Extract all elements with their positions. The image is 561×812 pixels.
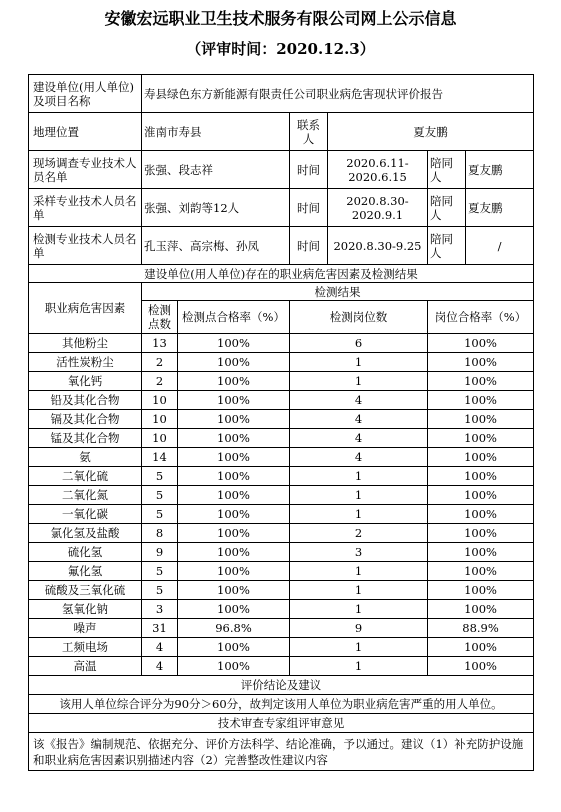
posts-cell: 1 — [290, 372, 428, 391]
point-rate-cell: 100% — [178, 505, 290, 524]
post-rate-cell: 100% — [428, 353, 534, 372]
posts-cell: 1 — [290, 353, 428, 372]
point-rate-cell: 100% — [178, 372, 290, 391]
point-rate-cell: 100% — [178, 543, 290, 562]
points-cell: 5 — [142, 505, 178, 524]
factor-cell: 其他粉尘 — [29, 334, 142, 353]
points-cell: 10 — [142, 391, 178, 410]
project-label: 建设单位(用人单位)及项目名称 — [29, 75, 142, 113]
point-rate-cell: 100% — [178, 448, 290, 467]
posts-cell: 4 — [290, 448, 428, 467]
post-rate-cell: 100% — [428, 467, 534, 486]
table-row — [29, 372, 534, 391]
table-row — [29, 619, 534, 638]
survey-accomp-value: 夏友鹏 — [466, 151, 534, 189]
project-value: 寿县绿色东方新能源有限责任公司职业病危害现状评价报告 — [142, 75, 534, 113]
point-rate-cell: 100% — [178, 657, 290, 676]
points-cell: 13 — [142, 334, 178, 353]
posts-cell: 1 — [290, 467, 428, 486]
sampling-accomp-value: 夏友鹏 — [466, 189, 534, 227]
post-rate-cell: 100% — [428, 429, 534, 448]
factor-cell: 铅及其化合物 — [29, 391, 142, 410]
survey-label: 现场调查专业技术人员名单 — [29, 151, 142, 189]
sampling-time-label: 时间 — [290, 189, 328, 227]
posts-cell: 1 — [290, 657, 428, 676]
table-row — [29, 524, 534, 543]
point-rate-cell: 100% — [178, 391, 290, 410]
factor-cell: 工频电场 — [29, 638, 142, 657]
location-label: 地理位置 — [29, 113, 142, 151]
posts-cell: 2 — [290, 524, 428, 543]
points-cell: 8 — [142, 524, 178, 543]
point-rate-cell: 100% — [178, 486, 290, 505]
points-cell: 5 — [142, 562, 178, 581]
posts-cell: 1 — [290, 581, 428, 600]
factor-cell: 氨 — [29, 448, 142, 467]
table-row — [29, 334, 534, 353]
points-cell: 4 — [142, 638, 178, 657]
post-rate-cell: 100% — [428, 334, 534, 353]
table-row — [29, 467, 534, 486]
post-rate-cell: 100% — [428, 581, 534, 600]
post-rate-cell: 100% — [428, 486, 534, 505]
survey-value: 张强、段志祥 — [142, 151, 290, 189]
points-cell: 2 — [142, 372, 178, 391]
post-rate-cell: 100% — [428, 505, 534, 524]
col-posts-header: 检测岗位数 — [290, 301, 428, 334]
points-cell: 10 — [142, 410, 178, 429]
points-cell: 9 — [142, 543, 178, 562]
point-rate-cell: 100% — [178, 467, 290, 486]
factor-cell: 硫化氢 — [29, 543, 142, 562]
points-cell: 31 — [142, 619, 178, 638]
table-row — [29, 410, 534, 429]
posts-cell: 1 — [290, 638, 428, 657]
sampling-accomp-label: 陪同人 — [428, 189, 466, 227]
factor-cell: 镉及其化合物 — [29, 410, 142, 429]
point-rate-cell: 100% — [178, 581, 290, 600]
table-row — [29, 391, 534, 410]
post-rate-cell: 88.9% — [428, 619, 534, 638]
table-row — [29, 562, 534, 581]
factor-cell: 氯化氢及盐酸 — [29, 524, 142, 543]
table-row — [29, 486, 534, 505]
col-points-header: 检测点数 — [142, 301, 178, 334]
table-row — [29, 581, 534, 600]
post-rate-cell: 100% — [428, 600, 534, 619]
point-rate-cell: 100% — [178, 600, 290, 619]
testing-accomp-value: / — [466, 227, 534, 265]
testing-time-label: 时间 — [290, 227, 328, 265]
col-point-rate-header: 检测点合格率（%） — [178, 301, 290, 334]
post-rate-cell: 100% — [428, 391, 534, 410]
sampling-value: 张强、刘韵等12人 — [142, 189, 290, 227]
results-header: 检测结果 — [142, 283, 534, 301]
point-rate-cell: 100% — [178, 524, 290, 543]
table-row — [29, 505, 534, 524]
point-rate-cell: 100% — [178, 410, 290, 429]
contact-label: 联系人 — [290, 113, 328, 151]
factor-header: 职业病危害因素 — [29, 283, 142, 334]
col-post-rate-header: 岗位合格率（%） — [428, 301, 534, 334]
testing-time-value: 2020.8.30-9.25 — [328, 227, 428, 265]
table-row — [29, 638, 534, 657]
post-rate-cell: 100% — [428, 657, 534, 676]
point-rate-cell: 100% — [178, 638, 290, 657]
post-rate-cell: 100% — [428, 638, 534, 657]
factor-cell: 硫酸及三氧化硫 — [29, 581, 142, 600]
testing-accomp-label: 陪同人 — [428, 227, 466, 265]
factor-cell: 二氧化硫 — [29, 467, 142, 486]
points-cell: 4 — [142, 657, 178, 676]
factor-cell: 活性炭粉尘 — [29, 353, 142, 372]
factor-cell: 氧化钙 — [29, 372, 142, 391]
conclusion-text: 该用人单位综合评分为90分＞60分，故判定该用人单位为职业病危害严重的用人单位。 — [29, 695, 534, 714]
page-title: 安徽宏远职业卫生技术服务有限公司网上公示信息 — [104, 9, 457, 28]
point-rate-cell: 100% — [178, 334, 290, 353]
point-rate-cell: 96.8% — [178, 619, 290, 638]
testing-label: 检测专业技术人员名单 — [29, 227, 142, 265]
post-rate-cell: 100% — [428, 410, 534, 429]
factor-cell: 噪声 — [29, 619, 142, 638]
review-text: 该《报告》编制规范、依据充分、评价方法科学、结论准确，予以通过。建议（1）补充防护设施和职业病危害因素识别描述内容（2）完善整改性建议内容 — [29, 733, 534, 771]
review-date: （评审时间：2020.12.3） — [186, 40, 375, 58]
points-cell: 3 — [142, 600, 178, 619]
point-rate-cell: 100% — [178, 562, 290, 581]
post-rate-cell: 100% — [428, 543, 534, 562]
sampling-label: 采样专业技术人员名单 — [29, 189, 142, 227]
location-value: 淮南市寿县 — [142, 113, 290, 151]
points-cell: 2 — [142, 353, 178, 372]
table-row — [29, 600, 534, 619]
survey-time-label: 时间 — [290, 151, 328, 189]
point-rate-cell: 100% — [178, 429, 290, 448]
post-rate-cell: 100% — [428, 448, 534, 467]
contact-value: 夏友鹏 — [328, 113, 534, 151]
factor-cell: 氢氧化钠 — [29, 600, 142, 619]
table-row — [29, 657, 534, 676]
factor-cell: 一氧化碳 — [29, 505, 142, 524]
post-rate-cell: 100% — [428, 524, 534, 543]
post-rate-cell: 100% — [428, 372, 534, 391]
points-cell: 5 — [142, 486, 178, 505]
table-row — [29, 353, 534, 372]
survey-time-value: 2020.6.11-2020.6.15 — [328, 151, 428, 189]
table-row — [29, 429, 534, 448]
factor-cell: 二氧化氮 — [29, 486, 142, 505]
posts-cell: 4 — [290, 429, 428, 448]
posts-cell: 9 — [290, 619, 428, 638]
results-rows — [29, 334, 534, 676]
survey-accomp-label: 陪同人 — [428, 151, 466, 189]
point-rate-cell: 100% — [178, 353, 290, 372]
table-row — [29, 448, 534, 467]
posts-cell: 4 — [290, 391, 428, 410]
sampling-time-value: 2020.8.30-2020.9.1 — [328, 189, 428, 227]
points-cell: 10 — [142, 429, 178, 448]
conclusion-heading: 评价结论及建议 — [29, 676, 534, 695]
posts-cell: 6 — [290, 334, 428, 353]
points-cell: 5 — [142, 467, 178, 486]
results-heading: 建设单位(用人单位)存在的职业病危害因素及检测结果 — [29, 265, 534, 283]
disclosure-table — [28, 74, 534, 771]
factor-cell: 氟化氢 — [29, 562, 142, 581]
factor-cell: 锰及其化合物 — [29, 429, 142, 448]
table-row — [29, 543, 534, 562]
post-rate-cell: 100% — [428, 562, 534, 581]
posts-cell: 1 — [290, 486, 428, 505]
posts-cell: 3 — [290, 543, 428, 562]
posts-cell: 1 — [290, 505, 428, 524]
review-heading: 技术审查专家组评审意见 — [29, 714, 534, 733]
testing-value: 孔玉萍、高宗梅、孙凤 — [142, 227, 290, 265]
posts-cell: 1 — [290, 600, 428, 619]
posts-cell: 4 — [290, 410, 428, 429]
points-cell: 5 — [142, 581, 178, 600]
points-cell: 14 — [142, 448, 178, 467]
factor-cell: 高温 — [29, 657, 142, 676]
posts-cell: 1 — [290, 562, 428, 581]
